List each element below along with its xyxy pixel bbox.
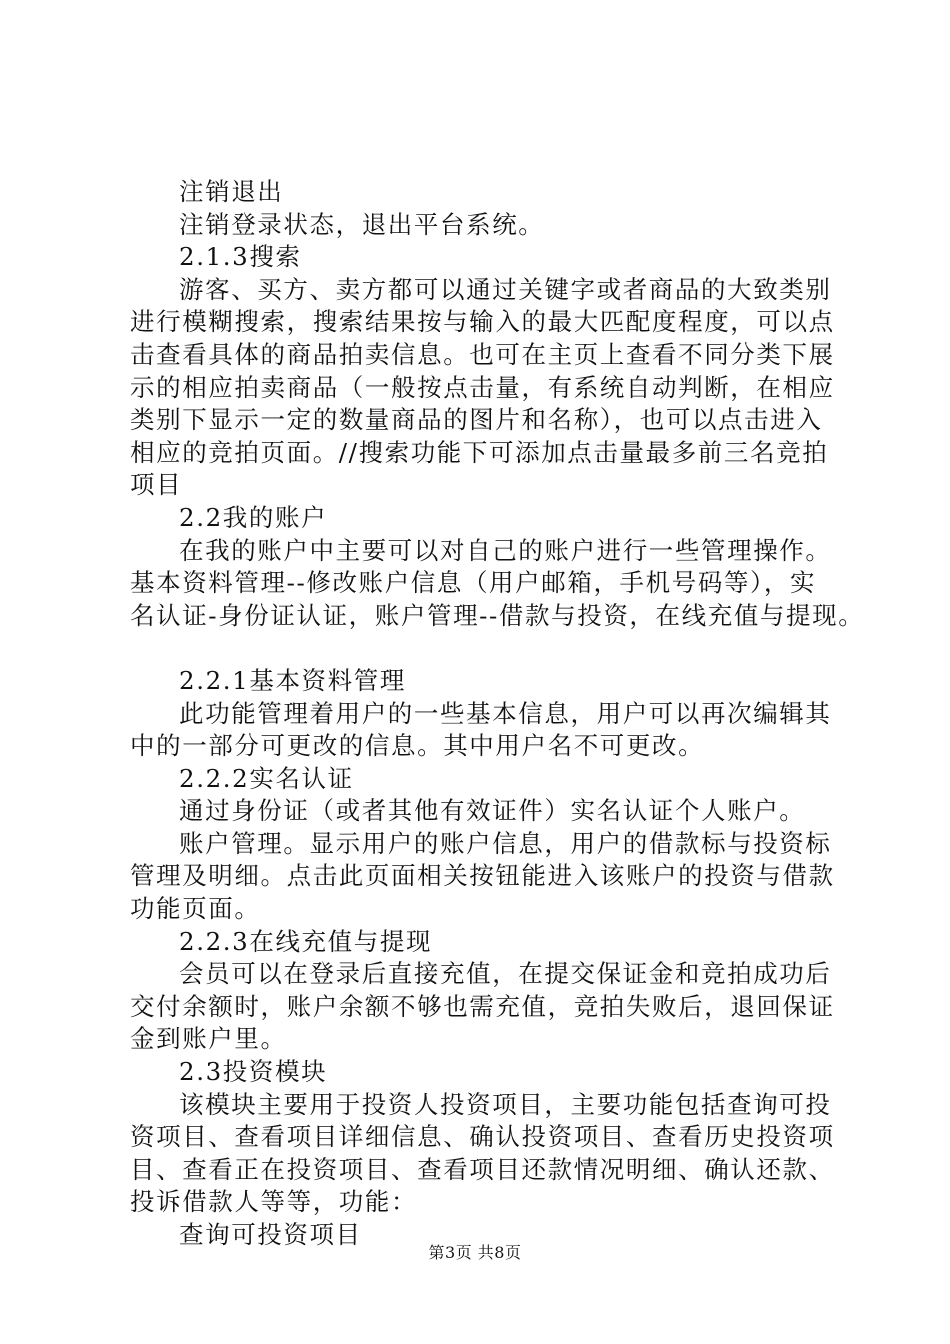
text-line: 在我的账户中主要可以对自己的账户进行一些管理操作。 bbox=[179, 535, 832, 565]
text-line: 项目 bbox=[130, 470, 183, 500]
text-line: 目、查看正在投资项目、查看项目还款情况明细、确认还款、 bbox=[130, 1154, 835, 1184]
section-heading-2-2-3: 2.2.3在线充值与提现 bbox=[179, 926, 433, 956]
text-line: 资项目、查看项目详细信息、确认投资项目、查看历史投资项 bbox=[130, 1122, 835, 1152]
text-line: 金到账户里。 bbox=[130, 1024, 287, 1054]
text-line: 中的一部分可更改的信息。其中用户名不可更改。 bbox=[130, 731, 705, 761]
text-line: 相应的竞拍页面。//搜索功能下可添加点击量最多前三名竞拍 bbox=[130, 437, 829, 467]
text-line: 游客、买方、卖方都可以通过关键字或者商品的大致类别 bbox=[179, 274, 832, 304]
text-line: 管理及明细。点击此页面相关按钮能进入该账户的投资与借款 bbox=[130, 861, 835, 891]
section-heading-2-1-3: 2.1.3搜索 bbox=[179, 242, 302, 272]
text-line: 会员可以在登录后直接充值，在提交保证金和竞拍成功后 bbox=[179, 959, 832, 989]
section-heading-2-2-1: 2.2.1基本资料管理 bbox=[179, 665, 406, 695]
text-line: 注销登录状态，退出平台系统。 bbox=[179, 209, 545, 239]
section-heading-2-2-2: 2.2.2实名认证 bbox=[179, 763, 354, 793]
text-line: 交付余额时，账户余额不够也需充值，竞拍失败后，退回保证 bbox=[130, 991, 835, 1021]
paragraph-gap bbox=[130, 632, 850, 665]
page-number: 第3页 共8页 bbox=[428, 1243, 522, 1262]
text-line: 基本资料管理--修改账户信息（用户邮箱，手机号码等），实 bbox=[130, 568, 817, 598]
text-line: 该模块主要用于投资人投资项目，主要功能包括查询可投 bbox=[179, 1089, 832, 1119]
text-line: 示的相应拍卖商品（一般按点击量，有系统自动判断，在相应 bbox=[130, 372, 835, 402]
text-line: 进行模糊搜索，搜索结果按与输入的最大匹配度程度，可以点 bbox=[130, 307, 835, 337]
section-heading-2-2: 2.2我的账户 bbox=[179, 502, 328, 532]
text-line: 功能页面。 bbox=[130, 894, 261, 924]
paragraph-heading: 注销退出 bbox=[179, 177, 284, 206]
document-body bbox=[130, 176, 865, 1252]
text-line: 类别下显示一定的数量商品的图片和名称），也可以点击进入 bbox=[130, 405, 823, 435]
text-line: 投诉借款人等等，功能： bbox=[130, 1187, 418, 1217]
text-line: 此功能管理着用户的一些基本信息，用户可以再次编辑其 bbox=[179, 698, 832, 728]
text-line: 击查看具体的商品拍卖信息。也可在主页上查看不同分类下展 bbox=[130, 339, 835, 369]
page-footer bbox=[0, 1243, 950, 1263]
text-line: 名认证-身份证认证，账户管理--借款与投资，在线充值与提现。 bbox=[130, 600, 865, 630]
text-line: 查询可投资项目 bbox=[179, 1220, 362, 1249]
section-heading-2-3: 2.3投资模块 bbox=[179, 1057, 328, 1087]
text-line: 通过身份证（或者其他有效证件）实名认证个人账户。 bbox=[179, 796, 806, 826]
text-line: 账户管理。显示用户的账户信息，用户的借款标与投资标 bbox=[179, 828, 832, 858]
